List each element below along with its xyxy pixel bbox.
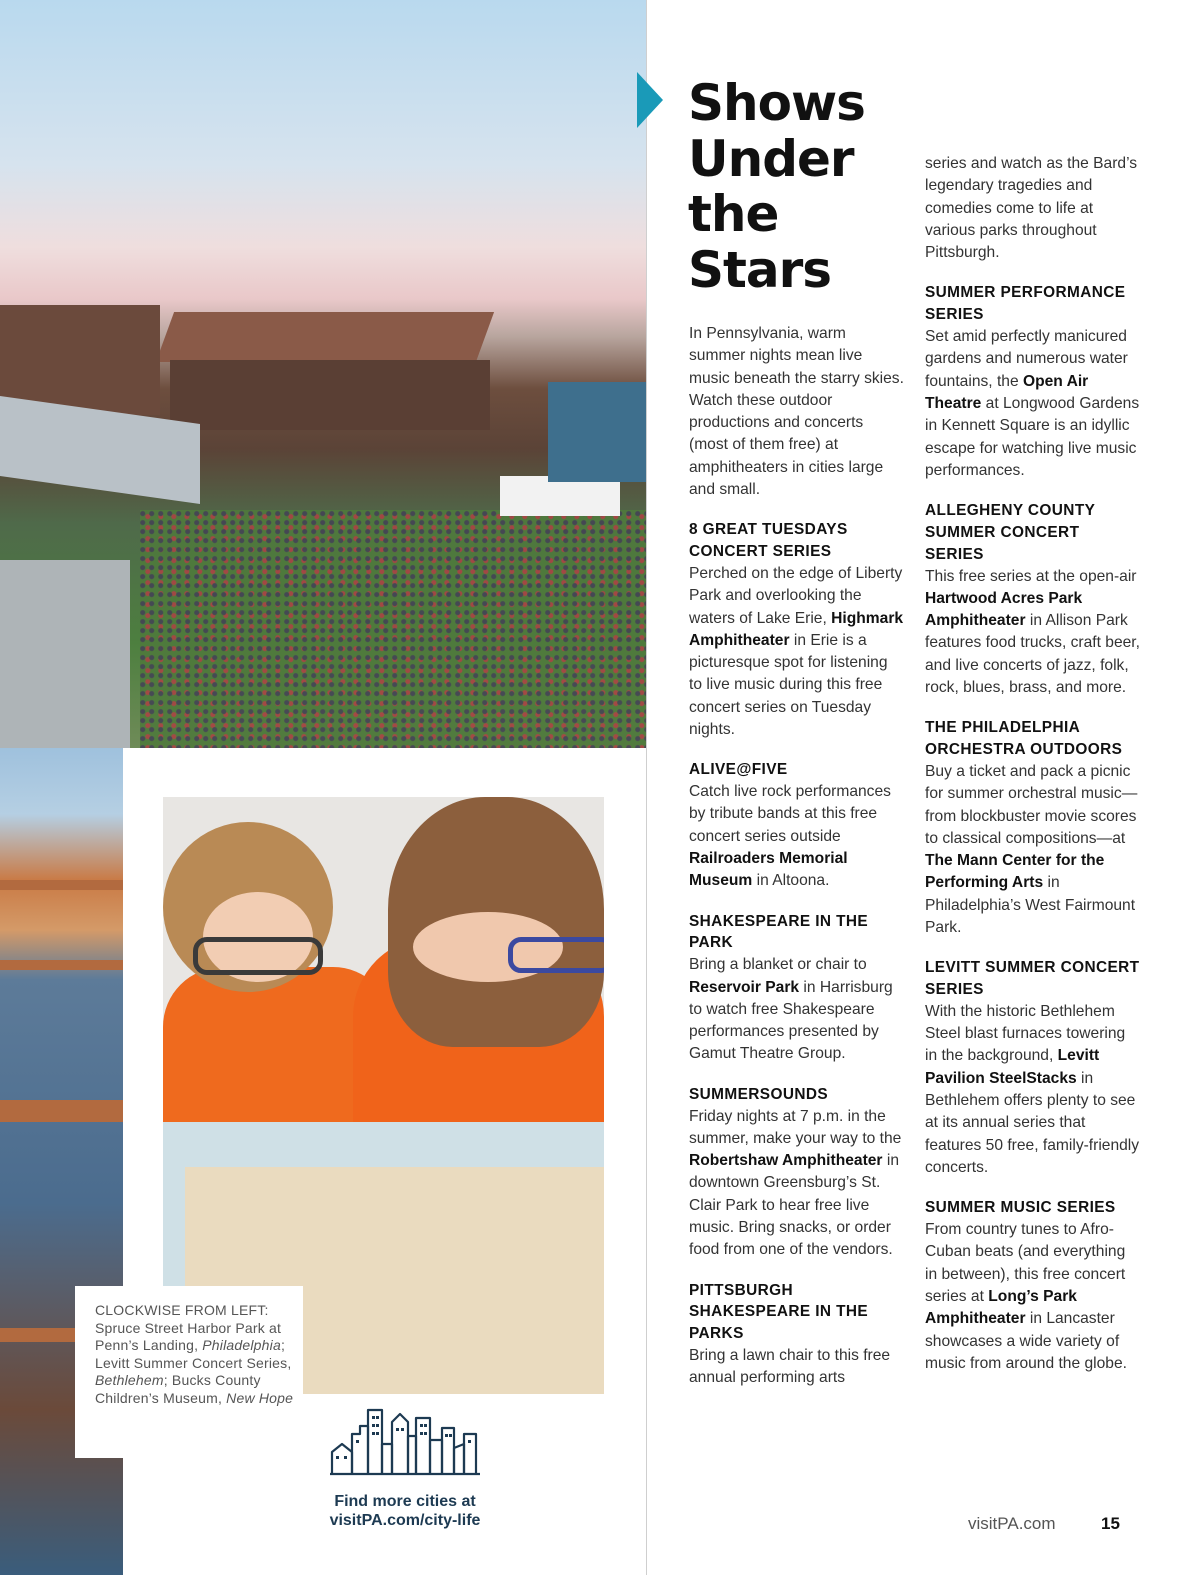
sections-list-1 bbox=[689, 519, 904, 1389]
text-run: Bring a blanket or chair to bbox=[689, 956, 867, 974]
caption-place: Philadelphia bbox=[202, 1337, 281, 1354]
text-run: Bring a lawn chair to this free annual performing arts bbox=[689, 1346, 891, 1387]
text-run: Buy a ticket and pack a picnic for summer orchestral music—from blockbuster movie scores to classical compositions—at bbox=[925, 762, 1138, 847]
section-body bbox=[689, 954, 904, 1065]
sections-list-2 bbox=[925, 282, 1140, 1375]
triangle-marker-icon bbox=[637, 72, 663, 128]
section-heading: PITTSBURGH SHAKESPEARE IN THE PARKS bbox=[689, 1281, 869, 1343]
page-title: Shows Under the Stars bbox=[688, 74, 865, 299]
caption-place: Bethlehem bbox=[95, 1372, 164, 1389]
text-run: in Harrisburg to watch free Shakespeare performances presented by Gamut Theatre Group. bbox=[689, 978, 893, 1063]
text-run: Set amid perfectly manicured gardens and numerous water fountains, the bbox=[925, 328, 1128, 390]
section-heading: SHAKESPEARE IN THE PARK bbox=[689, 912, 869, 952]
photo-caption bbox=[95, 1302, 295, 1408]
section-body bbox=[925, 326, 1140, 482]
venue-name: Open Air Theatre bbox=[925, 372, 1089, 412]
text-run: Catch live rock performances by tribute bands at this free concert series outside bbox=[689, 783, 891, 845]
text-run: in Bethlehem offers plenty to see at its annual series that features 50 free, family-friendly concerts. bbox=[925, 1069, 1140, 1176]
section-heading: 8 GREAT TUESDAYS CONCERT SERIES bbox=[689, 521, 848, 561]
article-column-1 bbox=[689, 323, 904, 1408]
cities-link-line2[interactable]: visitPA.com/city-life bbox=[329, 1512, 481, 1529]
continued-paragraph: series and watch as the Bard’s legendary tragedies and comedies come to life at various parks throughout Pittsburgh. bbox=[925, 155, 1138, 262]
section-body bbox=[689, 781, 904, 892]
section-body bbox=[925, 1001, 1140, 1179]
section-heading: LEVITT SUMMER CONCERT SERIES bbox=[925, 959, 1140, 999]
text-run: in Allison Park features food trucks, craft beer, and live concerts of jazz, folk, rock, blues, brass, and more. bbox=[925, 612, 1140, 697]
section-heading: ALLEGHENY COUNTY SUMMER CONCERT SERIES bbox=[925, 502, 1096, 563]
photo-concert-crowd bbox=[0, 0, 646, 748]
text-run: CLOCKWISE FROM LEFT: Spruce Street Harbor Park at Penn’s Landing, bbox=[95, 1302, 282, 1354]
section-heading: THE PHILADELPHIA ORCHESTRA OUTDOORS bbox=[925, 719, 1123, 759]
text-run: ; Bucks County Children’s Museum, bbox=[95, 1372, 261, 1406]
section-heading: SUMMER PERFORMANCE SERIES bbox=[925, 284, 1126, 324]
venue-name: Levitt Pavilion SteelStacks bbox=[925, 1047, 1100, 1087]
text-run: in Erie is a picturesque spot for listening to live music during this free concert series on Tuesday nights. bbox=[689, 631, 888, 739]
article-column-2 bbox=[925, 153, 1140, 1393]
venue-name: Robertshaw Amphitheater bbox=[689, 1152, 883, 1170]
caption-place: New Hope bbox=[226, 1389, 294, 1406]
section-body bbox=[689, 563, 904, 741]
text-run: at Longwood Gardens in Kennett Square is an idyllic escape for watching live music performances. bbox=[925, 394, 1140, 479]
venue-name: Railroaders Memorial Museum bbox=[689, 850, 848, 890]
section-heading: SUMMERSOUNDS bbox=[689, 1085, 829, 1103]
section-body bbox=[925, 1219, 1140, 1375]
section-body bbox=[689, 1106, 904, 1262]
cities-link-line1: Find more cities at bbox=[334, 1493, 476, 1510]
text-run: in downtown Greensburg’s St. Clair Park to hear free live music. Bring snacks, or order food from one of the vendors. bbox=[689, 1152, 899, 1259]
section-heading: SUMMER MUSIC SERIES bbox=[925, 1199, 1116, 1217]
text-run: ; Levitt Summer Concert Series, bbox=[95, 1337, 292, 1371]
text-run: Friday nights at 7 p.m. in the summer, make your way to the bbox=[689, 1107, 902, 1147]
city-skyline-icon bbox=[330, 1404, 480, 1476]
intro-paragraph: In Pennsylvania, warm summer nights mean live music beneath the starry skies. Watch these outdoor productions and concerts (most of them free) at amphitheaters in cities large and small. bbox=[689, 325, 904, 499]
text-run: Perched on the edge of Liberty Park and overlooking the waters of Lake Erie, bbox=[689, 564, 903, 627]
venue-name: The Mann Center for the Performing Arts bbox=[925, 852, 1105, 892]
text-run: This free series at the open-air bbox=[925, 567, 1137, 585]
section-body bbox=[925, 761, 1140, 939]
text-run: in Philadelphia’s West Fairmount Park. bbox=[925, 874, 1136, 936]
venue-name: Long’s Park Amphitheater bbox=[925, 1287, 1077, 1328]
text-run: With the historic Bethlehem Steel blast furnaces towering in the background, bbox=[925, 1002, 1126, 1065]
venue-name: Hartwood Acres Park Amphitheater bbox=[925, 589, 1083, 630]
section-body bbox=[925, 566, 1140, 700]
column-divider bbox=[646, 0, 647, 1575]
page-number: 15 bbox=[1101, 1514, 1120, 1533]
venue-name: Highmark Amphitheater bbox=[689, 609, 904, 649]
find-more-cities-link[interactable] bbox=[296, 1492, 514, 1530]
text-run: in Altoona. bbox=[752, 872, 830, 890]
text-run: From country tunes to Afro-Cuban beats (and everything in between), this free concert series at bbox=[925, 1221, 1126, 1305]
venue-name: Reservoir Park bbox=[689, 978, 800, 996]
text-run: in Lancaster showcases a wide variety of music from around the globe. bbox=[925, 1310, 1127, 1372]
footer-site: visitPA.com bbox=[968, 1514, 1056, 1533]
section-body bbox=[689, 1345, 904, 1390]
section-heading: ALIVE@FIVE bbox=[689, 761, 788, 779]
